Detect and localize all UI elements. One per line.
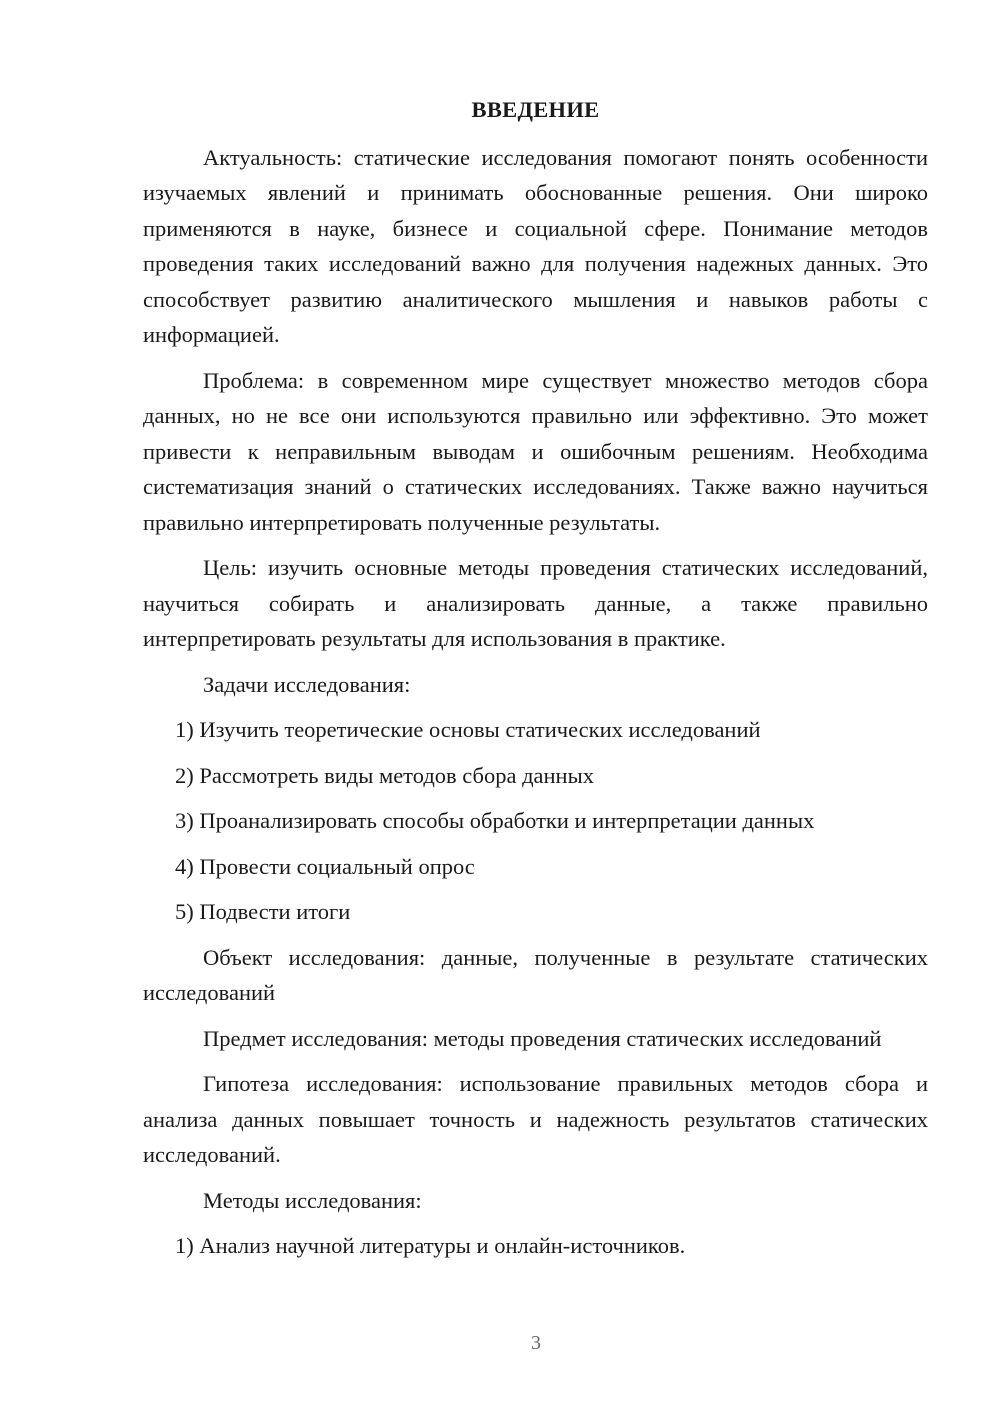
list-item: 4) Провести социальный опрос [175, 853, 475, 879]
tasks-heading: Задачи исследования: [203, 671, 411, 697]
page-content [143, 92, 928, 1274]
list-item: 3) Проанализировать способы обработки и интерпретации данных [175, 808, 815, 833]
list-item: 2) Рассмотреть виды методов сбора данных [175, 762, 594, 788]
section-title: ВВЕДЕНИЕ [471, 97, 600, 122]
problem-paragraph: Проблема: в современном мире существует множество методов сбора данных, но не все они используются правильно или эффективно. Это может привести к неправильным выводам и ошибочным решениям. Необходима систематизация знаний о статических исследованиях. Также важно научиться правильно интерпретировать полученные результаты. [143, 367, 928, 535]
goal-paragraph: Цель: изучить основные методы проведения статических исследований, научиться собирать и анализировать данные, а также правильно интерпретировать результаты для использования в практике. [143, 555, 928, 651]
list-item: 5) Подвести итоги [175, 899, 351, 924]
relevance-paragraph: Актуальность: статические исследования помогают понять особенности изучаемых явлений и принимать обоснованные решения. Они широко применяются в науке, бизнесе и социальной сфере. Понимание методов проведения таких исследований важно для получения надежных данных. Это способствует развитию аналитического мышления и навыков работы с информацией. [143, 144, 928, 347]
list-item: 1) Анализ научной литературы и онлайн-источников. [175, 1233, 686, 1258]
subject-paragraph: Предмет исследования: методы проведения статических исследований [203, 1025, 882, 1051]
tasks-list [143, 712, 928, 930]
list-item: 1) Изучить теоретические основы статических исследований [175, 717, 761, 742]
methods-list [143, 1228, 928, 1264]
object-paragraph: Объект исследования: данные, полученные в результате статических исследований [143, 944, 928, 1005]
page-number: 3 [531, 1332, 541, 1354]
methods-heading: Методы исследования: [203, 1187, 422, 1213]
hypothesis-paragraph: Гипотеза исследования: использование правильных методов сбора и анализа данных повышает точность и надежность результатов статических исследований. [143, 1071, 928, 1167]
